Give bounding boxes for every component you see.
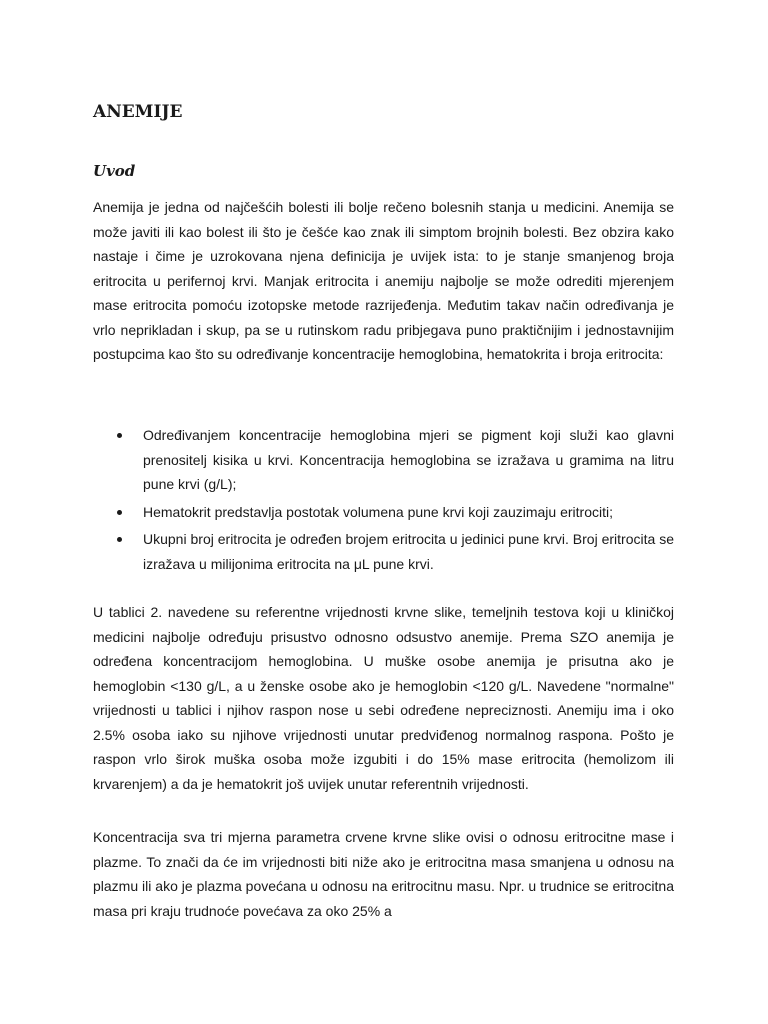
list-item: [93, 423, 674, 497]
list-item: [93, 527, 674, 576]
bullet-icon: [117, 510, 122, 515]
paragraph-concentration: Koncentracija sva tri mjerna parametra crvene krvne slike ovisi o odnosu eritrocitne mase i plazme. To znači da će im vrijednosti biti niže ako je eritrocitna masa smanjena u odnosu na plazmu ili ako je plazma povećana u odnosu na eritrocitnu masu. Npr. u trudnice se eritrocitna masa pri kraju trudnoće povećava za oko 25% a: [93, 829, 674, 919]
bullet-icon: [117, 537, 122, 542]
list-item-text: Određivanjem koncentracije hemoglobina mjeri se pigment koji služi kao glavni prenositelj kisika u krvi. Koncentracija hemoglobina se izražava u gramima na litru pune krvi (g/L);: [143, 427, 674, 492]
section-title: Uvod: [93, 162, 136, 180]
list-item-text: Ukupni broj eritrocita je određen brojem eritrocita u jedinici pune krvi. Broj eritrocita se izražava u milijonima eritrocita na μL pune krvi.: [143, 531, 674, 572]
list-item: [93, 500, 674, 525]
bullet-icon: [117, 433, 122, 438]
paragraph-intro: Anemija je jedna od najčešćih bolesti ili bolje rečeno bolesnih stanja u medicini. Anemija se može javiti ili kao bolest ili što je češće kao znak ili simptom brojnih bolesti. Bez obzira kako nastaje i čime je uzrokovana njena definicija je uvijek ista: to je stanje smanjenog broja eritrocita u perifernoj krvi. Manjak eritrocita i anemiju najbolje se može odrediti mjerenjem mase eritrocita pomoću izotopske metode razrijeđenja. Međutim takav način određivanja je vrlo neprikladan i skup, pa se u rutinskom radu pribjegava puno praktičnijim i jednostavnijim postupcima kao što su određivanje koncentracije hemoglobina, hematokrita i broja eritrocita:: [93, 199, 674, 362]
list-item-text: Hematokrit predstavlja postotak volumena pune krvi koji zauzimaju eritrociti;: [143, 503, 613, 520]
bullet-list: [93, 423, 674, 579]
paragraph-reference-values: U tablici 2. navedene su referentne vrijednosti krvne slike, temeljnih testova koji u kliničkoj medicini najbolje određuju prisustvo odnosno odsustvo anemije. Prema SZO anemija je određena koncentracijom hemoglobina. U muške osobe anemija je prisutna ako je hemoglobin <130 g/L, a u ženske osobe ako je hemoglobin <120 g/L. Navedene "normalne" vrijednosti u tablici i njihov raspon nose u sebi određene nepreciznosti. Anemiju ima i oko 2.5% osoba iako su njihove vrijednosti unutar predviđenog normalnog raspona. Pošto je raspon vrlo širok muška osoba može izgubiti i do 15% mase eritrocita (hemolizom ili krvarenjem) a da je hematokrit još uvijek unutar referentnih vrijednosti.: [93, 604, 674, 792]
document-title: ANEMIJE: [93, 102, 183, 122]
